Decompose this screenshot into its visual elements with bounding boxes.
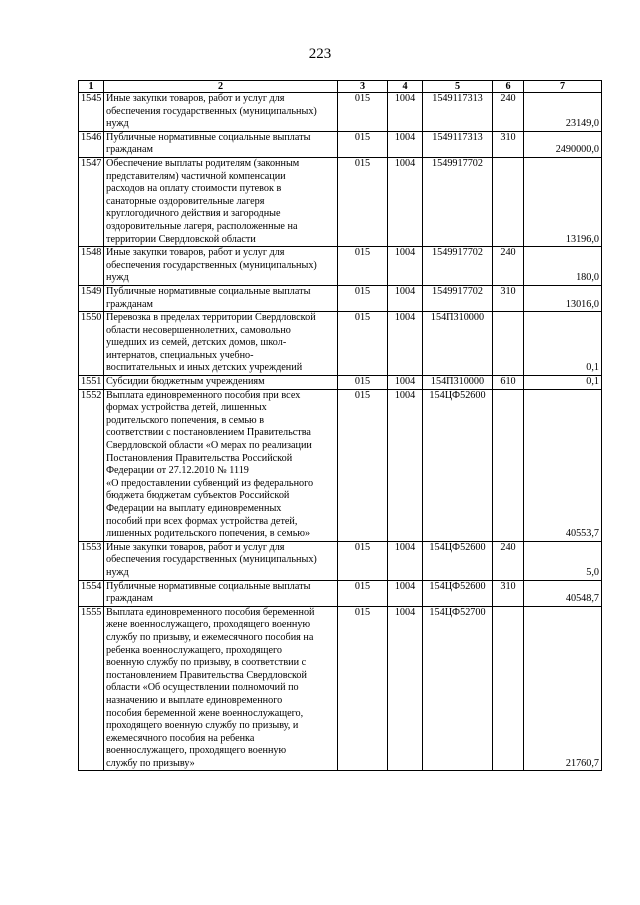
- amount: 13196,0: [524, 157, 602, 246]
- column-header: 3: [338, 81, 388, 93]
- table-row: [79, 376, 602, 390]
- row-name: Иные закупки товаров, работ и услуг для обеспечения государственных (муниципальных) нужд: [104, 541, 338, 580]
- expense-type-code: [493, 157, 524, 246]
- row-name: Иные закупки товаров, работ и услуг для обеспечения государственных (муниципальных) нужд: [104, 247, 338, 286]
- table-body: [79, 93, 602, 771]
- target-article-code: 154ЦФ52600: [423, 541, 493, 580]
- ministry-code: 015: [338, 312, 388, 376]
- expense-type-code: [493, 606, 524, 771]
- target-article-code: 154ЦФ52600: [423, 580, 493, 606]
- section-code: 1004: [388, 389, 423, 541]
- expense-type-code: 310: [493, 131, 524, 157]
- table-row: [79, 389, 602, 541]
- row-name: Иные закупки товаров, работ и услуг для обеспечения государственных (муниципальных) нужд: [104, 93, 338, 132]
- column-header: 2: [104, 81, 338, 93]
- ministry-code: 015: [338, 131, 388, 157]
- ministry-code: 015: [338, 580, 388, 606]
- row-number: 1552: [79, 389, 104, 541]
- expense-type-code: [493, 312, 524, 376]
- header-row: [79, 81, 602, 93]
- row-name: Публичные нормативные социальные выплаты гражданам: [104, 131, 338, 157]
- section-code: 1004: [388, 312, 423, 376]
- ministry-code: 015: [338, 247, 388, 286]
- ministry-code: 015: [338, 285, 388, 311]
- table-row: [79, 93, 602, 132]
- amount: 40553,7: [524, 389, 602, 541]
- amount: 2490000,0: [524, 131, 602, 157]
- table-row: [79, 247, 602, 286]
- amount: 180,0: [524, 247, 602, 286]
- row-number: 1555: [79, 606, 104, 771]
- target-article-code: 1549917702: [423, 247, 493, 286]
- row-name: Обеспечение выплаты родителям (законным представителям) частичной компенсации расходов на оплату стоимости путевок в санаторные оздоровительные лагеря круглогодичного действия и загородные оздоровительные лагеря, расположенные на территории Свердловской области: [104, 157, 338, 246]
- column-header: 1: [79, 81, 104, 93]
- expense-type-code: 610: [493, 376, 524, 390]
- expense-type-code: 240: [493, 541, 524, 580]
- section-code: 1004: [388, 131, 423, 157]
- amount: 13016,0: [524, 285, 602, 311]
- ministry-code: 015: [338, 93, 388, 132]
- ministry-code: 015: [338, 606, 388, 771]
- target-article-code: 154ЦФ52600: [423, 389, 493, 541]
- target-article-code: 1549117313: [423, 93, 493, 132]
- ministry-code: 015: [338, 157, 388, 246]
- column-header: 5: [423, 81, 493, 93]
- target-article-code: 1549117313: [423, 131, 493, 157]
- row-number: 1554: [79, 580, 104, 606]
- budget-table: [78, 80, 602, 771]
- row-number: 1553: [79, 541, 104, 580]
- ministry-code: 015: [338, 541, 388, 580]
- section-code: 1004: [388, 376, 423, 390]
- row-number: 1550: [79, 312, 104, 376]
- amount: 23149,0: [524, 93, 602, 132]
- target-article-code: 154ЦФ52700: [423, 606, 493, 771]
- expense-type-code: 310: [493, 285, 524, 311]
- section-code: 1004: [388, 247, 423, 286]
- section-code: 1004: [388, 606, 423, 771]
- row-name: Публичные нормативные социальные выплаты гражданам: [104, 580, 338, 606]
- table-row: [79, 541, 602, 580]
- section-code: 1004: [388, 580, 423, 606]
- row-name: Выплата единовременного пособия при всех формах устройства детей, лишенных родительского попечения, в семью в соответствии с постановлением Правительства Свердловской области «О мерах по реализации Постановления Правительства Российской Федерации от 27.12.2010 № 1119 «О предоставлении субвенций из федерального бюджета бюджетам субъектов Российской Федерации на выплату единовременных пособий при всех формах устройства детей, лишенных родительского попечения, в семью»: [104, 389, 338, 541]
- amount: 40548,7: [524, 580, 602, 606]
- expense-type-code: [493, 389, 524, 541]
- row-name: Перевозка в пределах территории Свердловской области несовершеннолетних, самовольно ушедших из семей, детских домов, школ- интернатов, специальных учебно- воспитательных и иных детских учреждений: [104, 312, 338, 376]
- target-article-code: 154П310000: [423, 376, 493, 390]
- amount: 0,1: [524, 376, 602, 390]
- table-row: [79, 606, 602, 771]
- expense-type-code: 240: [493, 93, 524, 132]
- amount: 0,1: [524, 312, 602, 376]
- row-name: Публичные нормативные социальные выплаты гражданам: [104, 285, 338, 311]
- table-row: [79, 580, 602, 606]
- row-number: 1549: [79, 285, 104, 311]
- target-article-code: 1549917702: [423, 285, 493, 311]
- row-number: 1545: [79, 93, 104, 132]
- ministry-code: 015: [338, 389, 388, 541]
- expense-type-code: 310: [493, 580, 524, 606]
- row-number: 1546: [79, 131, 104, 157]
- amount: 5,0: [524, 541, 602, 580]
- column-header: 4: [388, 81, 423, 93]
- row-number: 1551: [79, 376, 104, 390]
- target-article-code: 154П310000: [423, 312, 493, 376]
- column-header: 6: [493, 81, 524, 93]
- section-code: 1004: [388, 157, 423, 246]
- row-number: 1547: [79, 157, 104, 246]
- section-code: 1004: [388, 285, 423, 311]
- row-name: Выплата единовременного пособия беременной жене военнослужащего, проходящего военную службу по призыву, и ежемесячного пособия на ребенка военнослужащего, проходящего военную службу по призыву, в соответствии с постановлением Правительства Свердловской области «Об осуществлении полномочий по назначению и выплате единовременного пособия беременной жене военнослужащего, проходящего военную службу по призыву, и ежемесячного пособия на ребенка военнослужащего, проходящего военную службу по призыву»: [104, 606, 338, 771]
- ministry-code: 015: [338, 376, 388, 390]
- table-row: [79, 312, 602, 376]
- amount: 21760,7: [524, 606, 602, 771]
- table-row: [79, 285, 602, 311]
- section-code: 1004: [388, 93, 423, 132]
- column-header: 7: [524, 81, 602, 93]
- page-number: 223: [308, 46, 332, 62]
- table-row: [79, 131, 602, 157]
- expense-type-code: 240: [493, 247, 524, 286]
- row-number: 1548: [79, 247, 104, 286]
- section-code: 1004: [388, 541, 423, 580]
- table-row: [79, 157, 602, 246]
- row-name: Субсидии бюджетным учреждениям: [104, 376, 338, 390]
- target-article-code: 1549917702: [423, 157, 493, 246]
